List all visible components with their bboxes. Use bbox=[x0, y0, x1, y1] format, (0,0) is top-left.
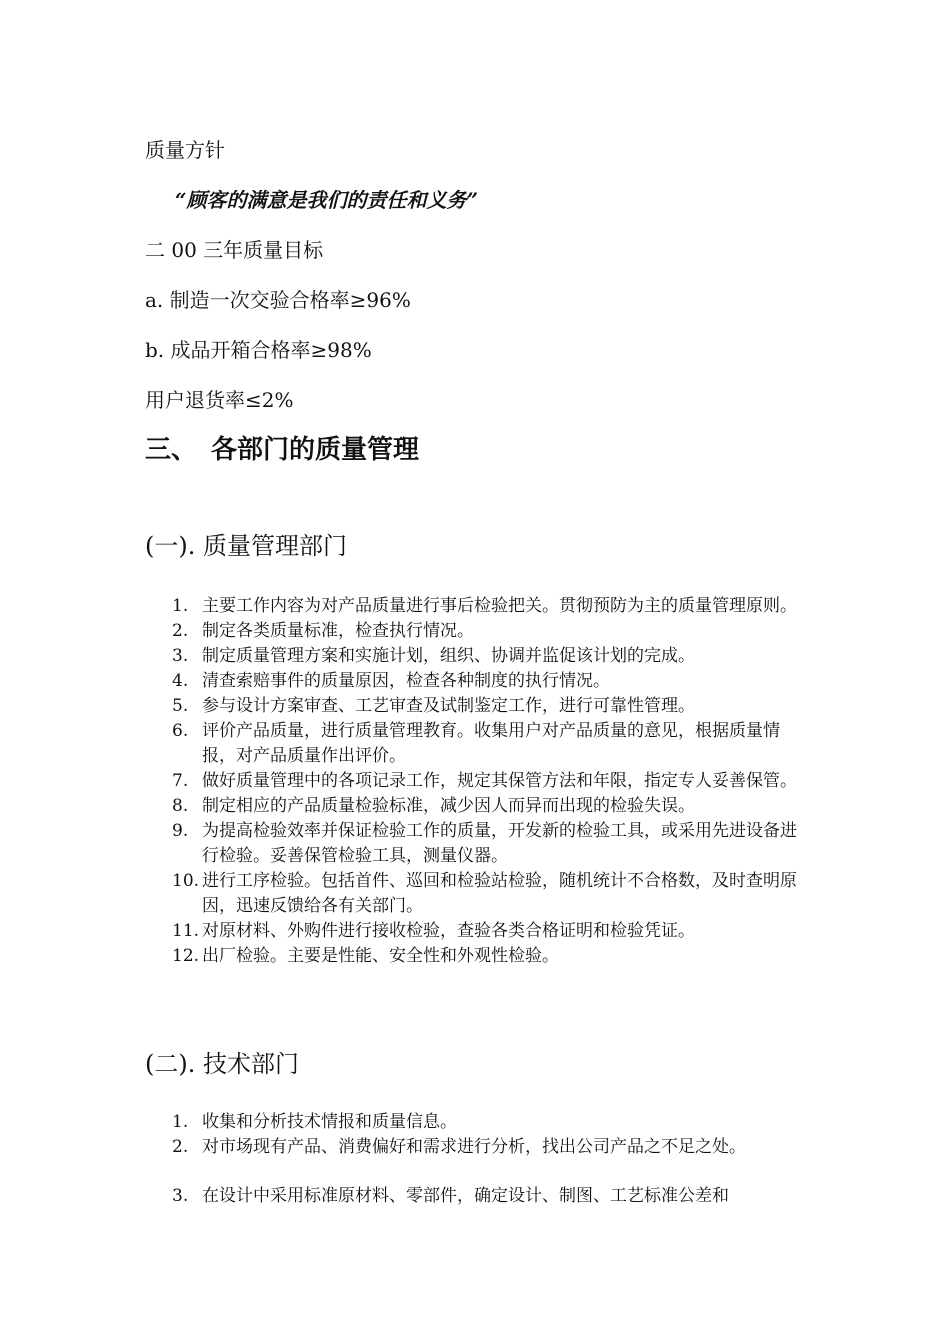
item-number: 7. bbox=[172, 771, 189, 791]
section-number: 三、 bbox=[145, 435, 198, 465]
goals-title: 二 00 三年质量目标 bbox=[145, 238, 324, 262]
section-heading bbox=[145, 433, 419, 467]
list-item bbox=[172, 944, 807, 969]
item-number: 11. bbox=[172, 921, 200, 941]
item-text: 为提高检验效率并保证检验工作的质量，开发新的检验工具，或采用先进设备进行检验。妥善保管检验工具，测量仪器。 bbox=[202, 821, 797, 866]
dept1-heading: (一). 质量管理部门 bbox=[145, 532, 347, 560]
item-number: 5. bbox=[172, 696, 189, 716]
item-text: 制定相应的产品质量检验标准，减少因人而异而出现的检验失误。 bbox=[202, 796, 695, 816]
dept2-duty-list bbox=[172, 1110, 832, 1209]
item-text: 制定各类质量标准，检查执行情况。 bbox=[202, 621, 474, 641]
item-text: 对原材料、外购件进行接收检验，查验各类合格证明和检验凭证。 bbox=[202, 921, 695, 941]
list-item bbox=[172, 919, 807, 944]
dept2-heading: (二). 技术部门 bbox=[145, 1050, 299, 1078]
item-text: 参与设计方案审查、工艺审查及试制鉴定工作，进行可靠性管理。 bbox=[202, 696, 695, 716]
item-text: 出厂检验。主要是性能、安全性和外观性检验。 bbox=[202, 946, 559, 966]
item-text: 主要工作内容为对产品质量进行事后检验把关。贯彻预防为主的质量管理原则。 bbox=[202, 596, 797, 616]
list-item bbox=[172, 769, 807, 794]
list-item bbox=[172, 1184, 832, 1209]
item-text: 在设计中采用标准原材料、零部件，确定设计、制图、工艺标准公差和 bbox=[202, 1186, 729, 1206]
section-title: 各部门的质量管理 bbox=[211, 435, 420, 465]
goal-item: b. 成品开箱合格率≥98% bbox=[145, 338, 372, 362]
item-number: 10. bbox=[172, 871, 200, 891]
list-item bbox=[172, 669, 807, 694]
policy-title: 质量方针 bbox=[145, 138, 225, 162]
dept1-duty-list bbox=[172, 594, 807, 969]
list-item bbox=[172, 719, 807, 769]
item-text: 清查索赔事件的质量原因，检查各种制度的执行情况。 bbox=[202, 671, 610, 691]
list-item bbox=[172, 1135, 832, 1160]
list-item bbox=[172, 619, 807, 644]
list-item bbox=[172, 1110, 832, 1135]
goal-item: a. 制造一次交验合格率≥96% bbox=[145, 288, 411, 312]
item-number: 4. bbox=[172, 671, 189, 691]
item-number: 3. bbox=[172, 646, 189, 666]
list-item bbox=[172, 819, 807, 869]
quality-slogan: “顾客的满意是我们的责任和义务” bbox=[175, 188, 479, 212]
item-number: 1. bbox=[172, 596, 189, 616]
item-number: 1. bbox=[172, 1112, 189, 1132]
item-text: 进行工序检验。包括首件、巡回和检验站检验，随机统计不合格数，及时查明原因，迅速反馈给各有关部门。 bbox=[202, 871, 797, 916]
item-number: 2. bbox=[172, 621, 189, 641]
item-number: 2. bbox=[172, 1137, 189, 1157]
item-text: 评价产品质量，进行质量管理教育。收集用户对产品质量的意见，根据质量情报，对产品质量作出评价。 bbox=[202, 721, 780, 766]
goal-item: 用户退货率≤2% bbox=[145, 388, 294, 412]
item-number: 8. bbox=[172, 796, 189, 816]
item-number: 12. bbox=[172, 946, 200, 966]
list-item bbox=[172, 794, 807, 819]
list-item bbox=[172, 869, 807, 919]
item-number: 6. bbox=[172, 721, 189, 741]
list-item bbox=[172, 644, 807, 669]
item-number: 9. bbox=[172, 821, 189, 841]
item-number: 3. bbox=[172, 1186, 189, 1206]
item-text: 收集和分析技术情报和质量信息。 bbox=[202, 1112, 457, 1132]
list-item bbox=[172, 594, 807, 619]
item-text: 做好质量管理中的各项记录工作，规定其保管方法和年限，指定专人妥善保管。 bbox=[202, 771, 797, 791]
list-item bbox=[172, 694, 807, 719]
item-text: 对市场现有产品、消费偏好和需求进行分析，找出公司产品之不足之处。 bbox=[202, 1137, 746, 1157]
item-text: 制定质量管理方案和实施计划，组织、协调并监促该计划的完成。 bbox=[202, 646, 695, 666]
